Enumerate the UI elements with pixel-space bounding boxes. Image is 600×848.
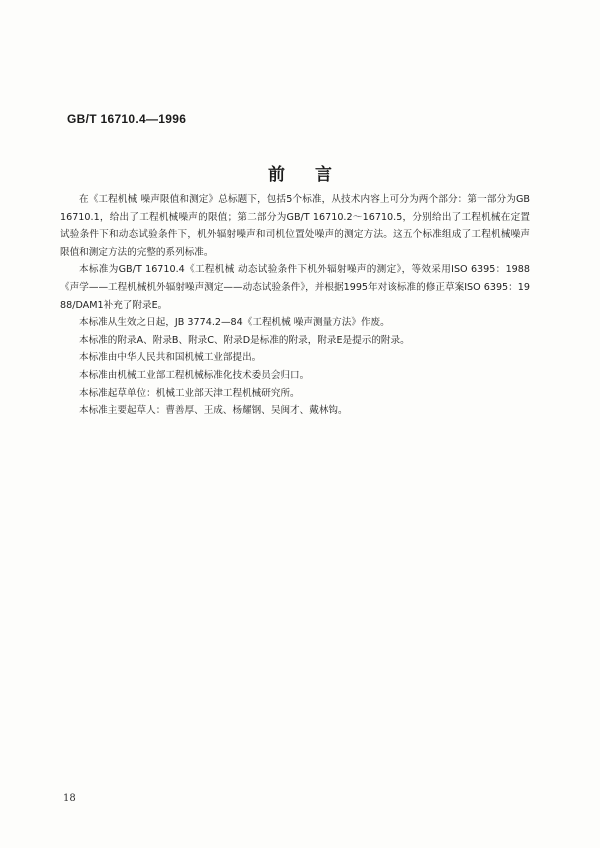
paragraph: 本标准从生效之日起，JB 3774.2—84《工程机械 噪声测量方法》作废。 xyxy=(79,317,390,329)
foreword-body xyxy=(60,191,530,420)
paragraph: 本标准由中华人民共和国机械工业部提出。 xyxy=(79,352,262,364)
paragraph: 本标准起草单位：机械工业部天津工程机械研究所。 xyxy=(79,387,300,399)
page-title: 前言 xyxy=(268,165,362,185)
page-number: 18 xyxy=(63,793,76,804)
standard-code: GB/T 16710.4—1996 xyxy=(67,112,187,126)
paragraph: 在《工程机械 噪声限值和测定》总标题下，包括5个标准，从技术内容上可分为两个部分：第一部分为GB 16710.1，给出了工程机械噪声的限值；第二部分为GB/T 16710.2～16710.5，分别给出了工程机械在定置试验条件下和动态试验条件下，机外辐射噪声和司机位置处噪声的测定方法。这五个标准组成了工程机械噪声限值和测定方法的完整的系列标准。 xyxy=(60,194,530,258)
paragraph: 本标准为GB/T 16710.4《工程机械 动态试验条件下机外辐射噪声的测定》，等效采用ISO 6395：1988《声学——工程机械机外辐射噪声测定——动态试验条件》，并根据1995年对该标准的修正草案ISO 6395：1988/DAM1补充了附录E。 xyxy=(60,264,530,311)
paragraph: 本标准主要起草人：曹善厚、王成、杨耀钢、吴闽才、戴林钩。 xyxy=(79,405,348,417)
paragraph: 本标准由机械工业部工程机械标准化技术委员会归口。 xyxy=(79,369,310,381)
paragraph: 本标准的附录A、附录B、附录C、附录D是标准的附录，附录E是提示的附录。 xyxy=(79,334,410,346)
